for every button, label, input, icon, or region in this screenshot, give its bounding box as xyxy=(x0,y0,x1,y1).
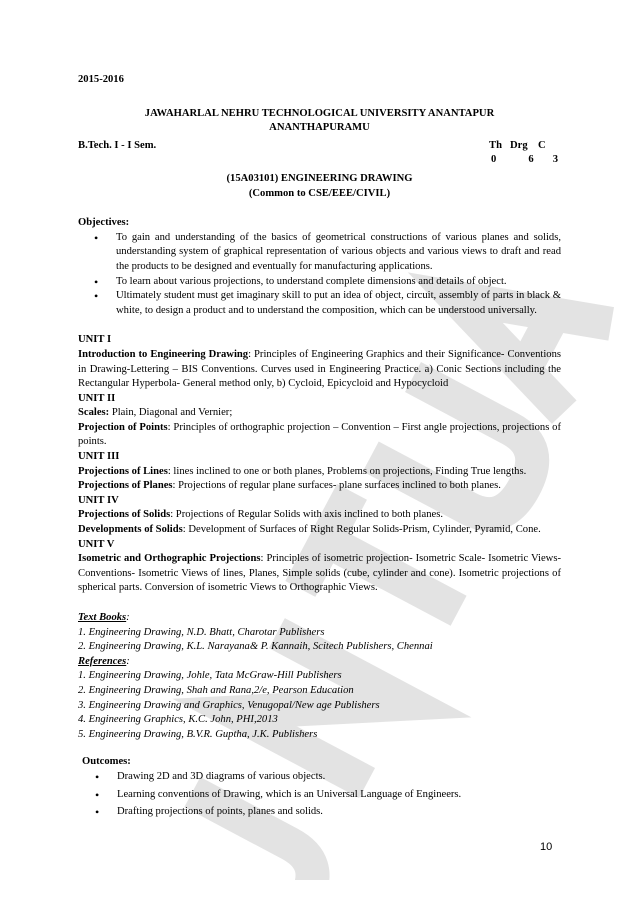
unit-2-projection xyxy=(78,421,561,450)
reference-item: 1. Engineering Drawing, Johle, Tata McGraw-Hill Publishers xyxy=(78,670,342,682)
credit-value-th: 0 xyxy=(491,154,497,166)
list-item: • Drafting projections of points, planes and solids. xyxy=(117,805,561,820)
unit-3-heading: UNIT III xyxy=(78,451,120,463)
academic-year: 2015-2016 xyxy=(78,74,124,85)
document-page xyxy=(78,73,561,823)
projection-points-label: Projection of Points xyxy=(78,421,168,433)
text-book-item: 2. Engineering Drawing, K.L. Narayana& P. Kannaih, Scitech Publishers, Chennai xyxy=(78,641,433,653)
outcomes-list xyxy=(82,770,561,820)
credit-headers xyxy=(489,139,561,154)
list-item: • To gain and understanding of the basics of geometrical constructions of various planes and solids, understanding system of graphical representation of various objects and various views to draft and read the products to be designed and eventually for manufacturing applications. xyxy=(116,231,561,275)
unit-4-solids xyxy=(78,508,561,523)
reference-item: 4. Engineering Graphics, K.C. John, PHI,2013 xyxy=(78,714,278,726)
text-books-heading xyxy=(78,611,561,626)
unit-4-heading: UNIT IV xyxy=(78,494,119,506)
outcomes-heading: Outcomes: xyxy=(82,756,131,768)
credit-header-c: C xyxy=(538,139,546,151)
credit-values xyxy=(489,153,561,168)
credit-header-th: Th xyxy=(489,139,502,151)
references-heading xyxy=(78,655,561,670)
unit-5-content xyxy=(78,552,561,596)
list-item: • Ultimately student must get imaginary skill to put an idea of object, circuit, assembly of parts in black & white, to design a product and to understand the composition, which can be understood universally. xyxy=(116,289,561,318)
projection-solids-label: Projections of Solids xyxy=(78,509,171,521)
course-subtitle: (Common to CSE/EEE/CIVIL) xyxy=(248,187,391,199)
references-label: References xyxy=(78,655,127,667)
objectives-heading: Objectives: xyxy=(78,217,130,229)
projection-planes-text: : Projections of regular plane surfaces- plane surfaces inclined to both planes. xyxy=(172,480,501,492)
references-colon: : xyxy=(126,655,130,667)
unit-3-planes xyxy=(78,479,561,494)
unit-2-heading: UNIT II xyxy=(78,392,116,404)
credit-values-row xyxy=(78,153,561,168)
objectives-list xyxy=(78,231,561,319)
projection-lines-text: : lines inclined to one or both planes, Problems on projections, Finding True lengths. xyxy=(167,465,527,477)
semester-label: B.Tech. I - I Sem. xyxy=(78,139,157,151)
unit-2-scales xyxy=(78,406,561,421)
scales-text: Plain, Diagonal and Vernier; xyxy=(109,407,233,419)
list-item: • Learning conventions of Drawing, which is an Universal Language of Engineers. xyxy=(117,788,561,803)
reference-item: 3. Engineering Drawing and Graphics, Venugopal/New age Publishers xyxy=(78,699,380,711)
unit-1-text: : Principles of Engineering Graphics and their Significance- Conventions in Drawing-Lettering – BIS Conventions. Curves used in Engineering Practice. a) Conic Sections including the Rectangular Hyperbola- General method only, b) Cycloid, Epicycloid and Hypocycloid xyxy=(78,348,561,390)
unit-3-lines xyxy=(78,465,561,480)
university-name-line2: ANANTHAPURAMU xyxy=(269,122,370,134)
credit-value-drg: 6 xyxy=(528,154,534,166)
developments-text: : Development of Surfaces of Right Regular Solids-Prism, Cylinder, Pyramid, Cone. xyxy=(182,524,541,536)
page-number: 10 xyxy=(540,841,553,853)
course-title: (15A03101) ENGINEERING DRAWING xyxy=(226,172,413,184)
reference-item: 2. Engineering Drawing, Shah and Rana,2/e, Pearson Education xyxy=(78,684,354,696)
university-name-line1: JAWAHARLAL NEHRU TECHNOLOGICAL UNIVERSITY ANANTAPUR xyxy=(144,107,495,119)
developments-label: Developments of Solids xyxy=(78,524,183,536)
text-books-colon: : xyxy=(126,612,130,623)
unit-5-heading: UNIT V xyxy=(78,538,115,550)
projection-lines-label: Projections of Lines xyxy=(78,465,168,477)
unit-1-content xyxy=(78,348,561,392)
isometric-label: Isometric and Orthographic Projections xyxy=(78,553,261,565)
credit-header-drg: Drg xyxy=(510,139,528,151)
credit-value-c: 3 xyxy=(552,154,558,166)
unit-4-developments xyxy=(78,523,561,538)
reference-item: 5. Engineering Drawing, B.V.R. Guptha, J.K. Publishers xyxy=(78,728,318,740)
unit-1-topic: Introduction to Engineering Drawing xyxy=(78,348,249,360)
text-book-item: 1. Engineering Drawing, N.D. Bhatt, Charotar Publishers xyxy=(78,626,325,638)
projection-planes-label: Projections of Planes xyxy=(78,480,173,492)
outcomes-section xyxy=(78,755,561,819)
scales-label: Scales: xyxy=(78,407,110,419)
semester-row xyxy=(78,139,561,154)
unit-1-heading: UNIT I xyxy=(78,334,112,346)
list-item: • Drawing 2D and 3D diagrams of various objects. xyxy=(117,770,561,785)
text-books-label: Text Books xyxy=(78,612,127,623)
list-item: • To learn about various projections, to understand complete dimensions and details of object. xyxy=(116,275,561,290)
isometric-text: : Principles of isometric projection- Isometric Scale- Isometric Views- Conventions- Isometric Views of lines, Planes, Simple solids (cube, cylinder and cone). Isometric projections of spherical parts. Conversion of isometric Views to Orthographic Views. xyxy=(78,553,561,594)
projection-points-text: : Principles of orthographic projection – Convention – First angle projections, projections of points. xyxy=(78,421,561,448)
projection-solids-text: : Projections of Regular Solids with axis inclined to both planes. xyxy=(170,509,443,521)
